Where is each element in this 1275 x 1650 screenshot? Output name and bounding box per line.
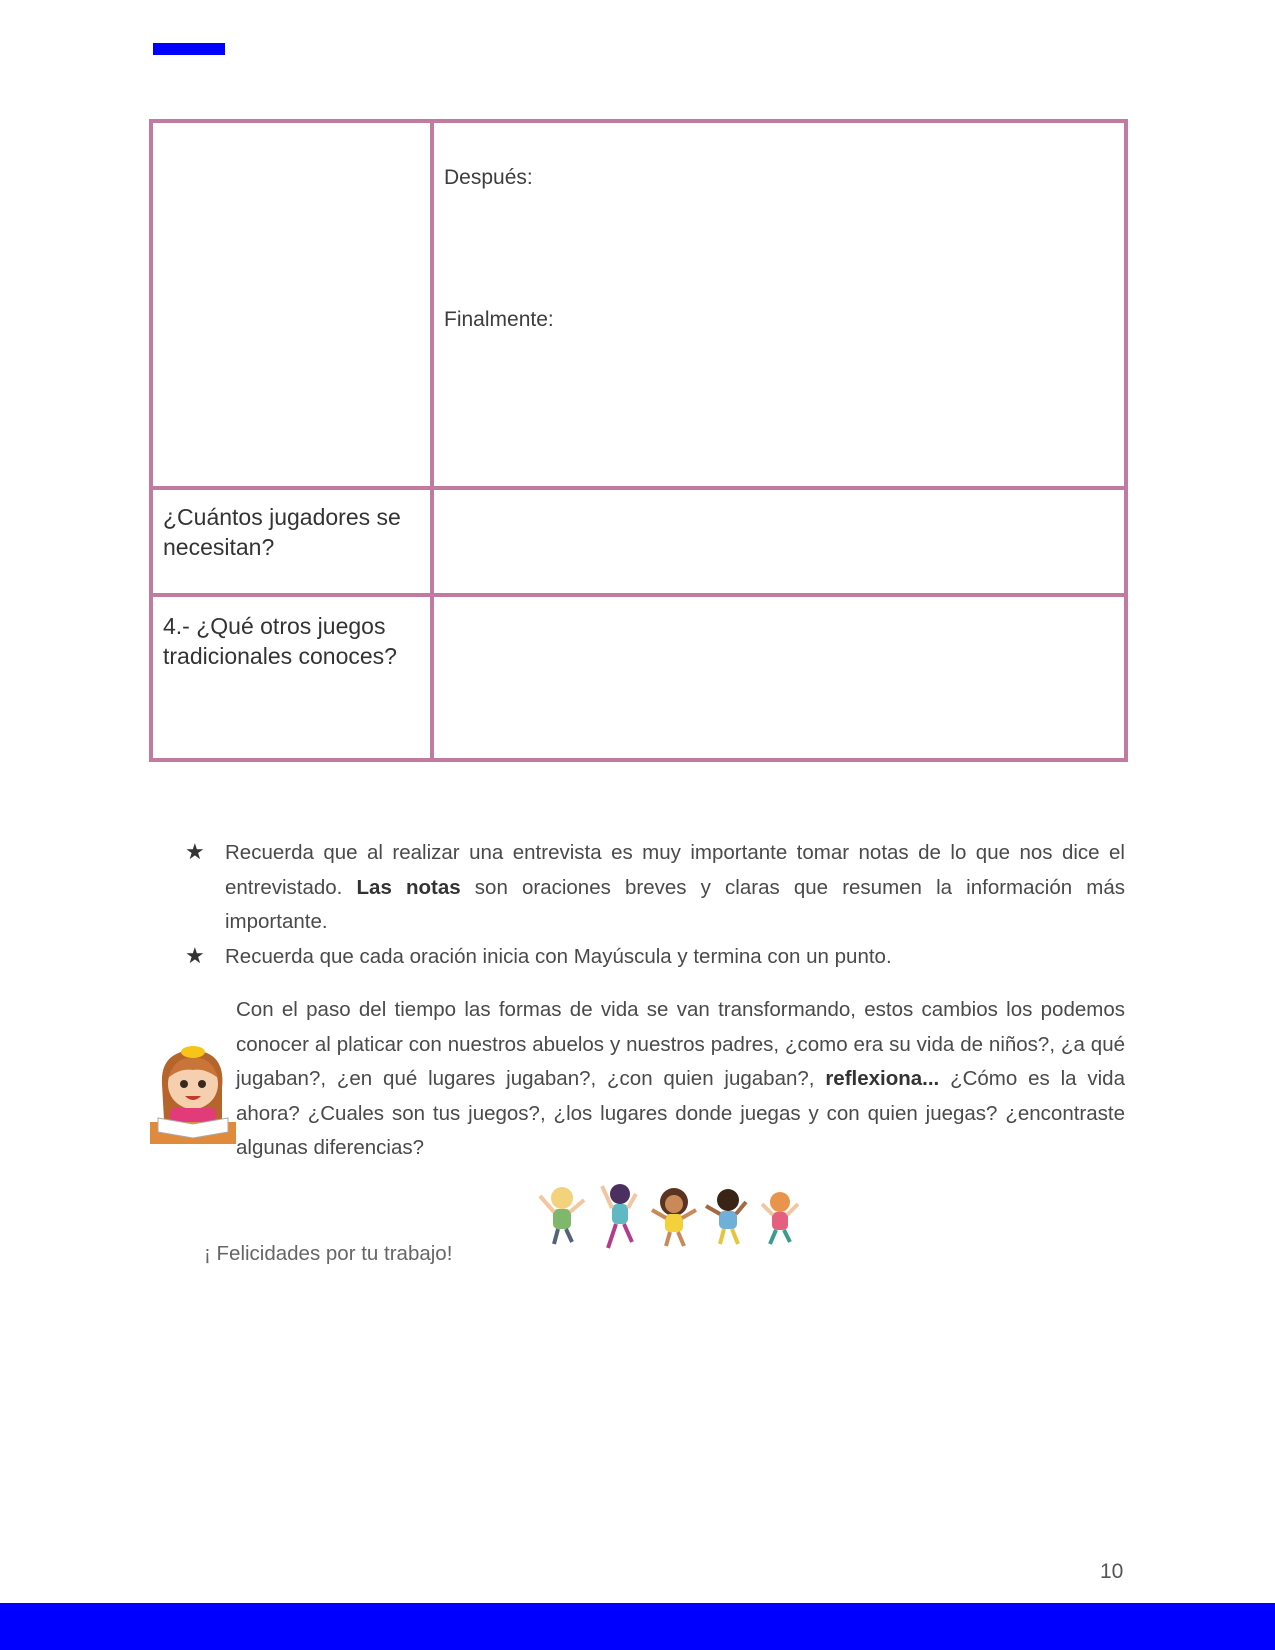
reflection-text: ¿Cómo es la vida ahora? ¿Cuales son tus juegos?, ¿los lugares donde juegas y con quien juegas? ¿encontraste algunas diferencias? xyxy=(236,1067,1125,1159)
players-answer-cell xyxy=(430,486,1128,597)
reflection-bold-text: reflexiona... xyxy=(825,1067,940,1090)
note-item xyxy=(185,836,1125,940)
other-games-answer-cell xyxy=(430,593,1128,762)
note-text: son oraciones breves y claras que resumen la información más importante. xyxy=(225,875,1125,933)
table-cell-r1c2 xyxy=(430,119,1128,490)
note-bold-text: Las notas xyxy=(356,875,461,899)
bottom-accent-bar xyxy=(0,1603,1275,1650)
despues-label: Después: xyxy=(444,166,533,189)
table-cell-r2c1 xyxy=(149,486,434,597)
players-question: ¿Cuántos jugadores se necesitan? xyxy=(163,504,401,560)
star-icon: ★ xyxy=(185,840,205,865)
congrats-message: ¡ Felicidades por tu trabajo! xyxy=(204,1242,453,1265)
note-text: Recuerda que cada oración inicia con Mayúscula y termina con un punto. xyxy=(225,944,892,968)
table-cell-r3c1 xyxy=(149,593,434,762)
top-accent-bar xyxy=(153,43,225,55)
note-text: Recuerda que al realizar una entrevista es muy importante tomar notas de lo que nos dice el entrevistado. xyxy=(225,841,1125,899)
reflection-text: Con el paso del tiempo las formas de vida se van transformando, estos cambios los podemos conocer al platicar con nuestros abuelos y nuestros padres, ¿como era su vida de niños?, ¿a qué jugaban?, ¿en qué lugares jugaban?, ¿con quien jugaban?, xyxy=(236,998,1125,1090)
page-number: 10 xyxy=(1100,1560,1124,1583)
table-cell-r1c1 xyxy=(149,119,434,490)
worksheet-table xyxy=(149,119,1128,762)
other-games-question: 4.- ¿Qué otros juegos tradicionales conoces? xyxy=(163,613,397,669)
jumping-kids-illustration xyxy=(532,1180,807,1255)
reflection-paragraph xyxy=(236,993,1125,1166)
girl-reading-illustration xyxy=(150,1038,236,1144)
star-icon: ★ xyxy=(185,943,205,969)
notes-list xyxy=(185,836,1125,974)
finalmente-label: Finalmente: xyxy=(444,308,554,331)
note-item xyxy=(185,940,1125,975)
